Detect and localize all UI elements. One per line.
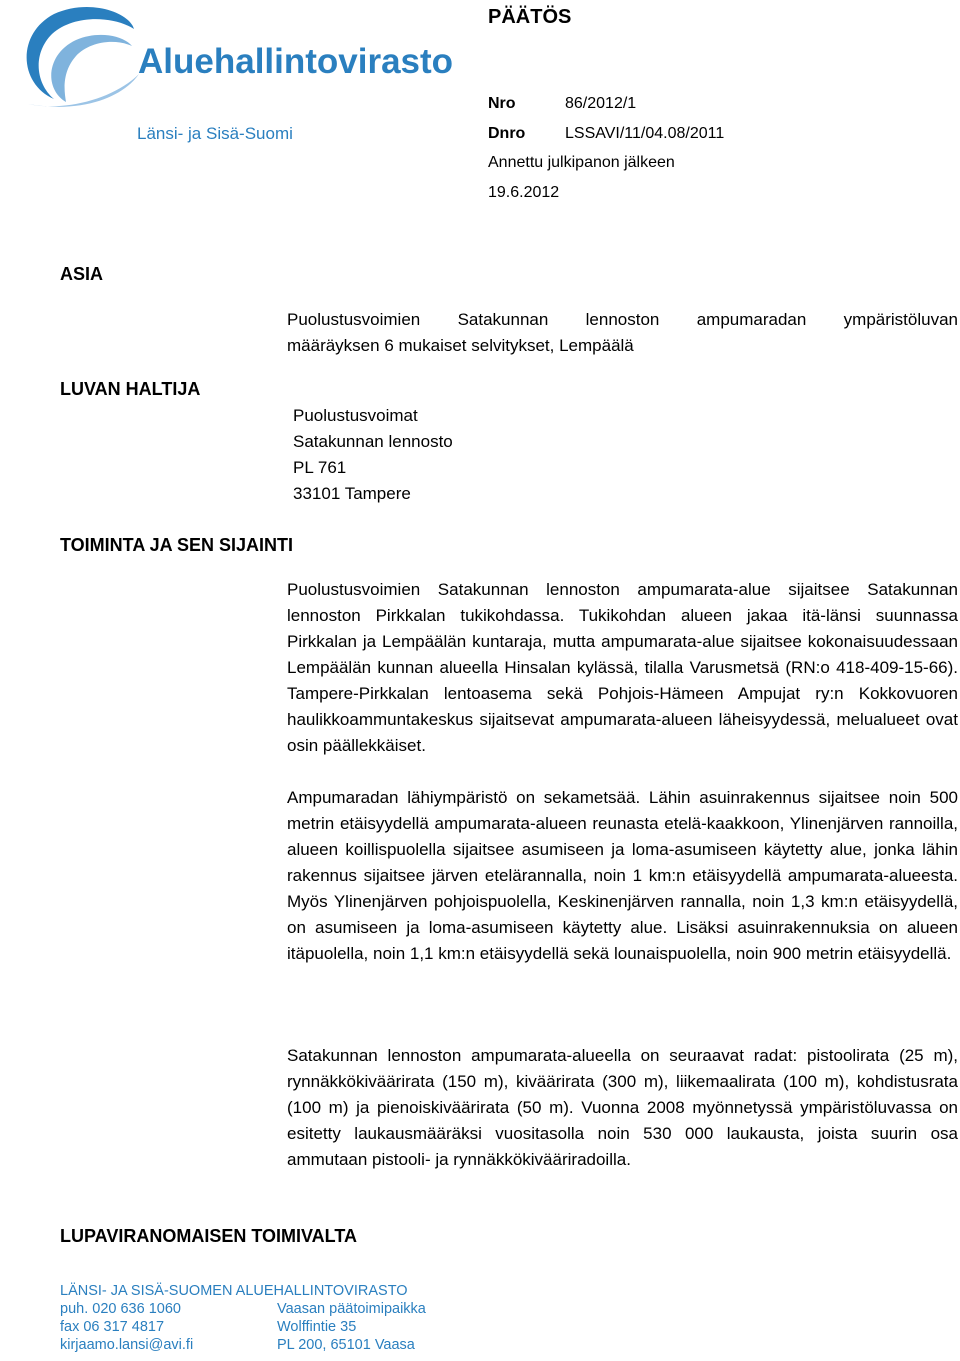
holder-line: Puolustusvoimat bbox=[293, 406, 418, 425]
toiminta-paragraph-3: Satakunnan lennoston ampumarata-alueella on seuraavat radat: pistoolirata (25 m), rynnäkkökiväärirata (150 m), kiväärirata (300 m), liikemaalirata (100 m), kohdistusrata (100 m) ja pienoiskiväärirata (50 m). Vuonna 2008 myönnetyssä ympäristöluvassa on esitetty laukausmääräksi vuositasolla noin 530 000 laukausta, joista suurin osa ammutaan pistooli- ja rynnäkkökivääriradoilla. bbox=[287, 1046, 958, 1169]
document-type: PÄÄTÖS bbox=[488, 6, 572, 28]
agency-logo bbox=[14, 4, 454, 114]
asia-heading: ASIA bbox=[60, 264, 104, 284]
logo-swoosh-icon bbox=[14, 4, 454, 114]
footer-address bbox=[277, 1300, 426, 1354]
toiminta-heading: TOIMINTA JA SEN SIJAINTI bbox=[60, 535, 294, 555]
footer-office: Vaasan päätoimipaikka bbox=[277, 1301, 426, 1317]
holder-line: PL 761 bbox=[293, 458, 347, 477]
luvan-haltija-heading: LUVAN HALTIJA bbox=[60, 379, 201, 399]
nro-label: Nro bbox=[488, 95, 516, 112]
footer-email: kirjaamo.lansi@avi.fi bbox=[60, 1337, 194, 1353]
issued-label: Annettu julkipanon jälkeen bbox=[488, 154, 675, 171]
asia-line-2: määräyksen 6 mukaiset selvitykset, Lempäälä bbox=[287, 336, 634, 355]
holder-line: 33101 Tampere bbox=[293, 484, 411, 503]
holder-address bbox=[293, 403, 453, 507]
footer-org: LÄNSI- JA SISÄ-SUOMEN ALUEHALLINTOVIRASTO bbox=[60, 1283, 408, 1299]
logo-wordmark: Aluehallintovirasto bbox=[138, 42, 454, 81]
issued-date: 19.6.2012 bbox=[488, 184, 560, 201]
footer-street: Wolffintie 35 bbox=[277, 1319, 357, 1335]
footer-fax: fax 06 317 4817 bbox=[60, 1319, 165, 1335]
footer-phone: puh. 020 636 1060 bbox=[60, 1301, 181, 1317]
footer-postal: PL 200, 65101 Vaasa bbox=[277, 1337, 415, 1353]
toiminta-paragraph-2: Ampumaradan lähiympäristö on sekametsää. Lähin asuinrakennus sijaitsee noin 500 metrin etäisyydellä ampumarata-alueen reunasta etelä-kaakkoon, Ylinenjärven rannoilla, alueen koillispuolella sijaitsee asumiseen ja loma-asumiseen käytetty alue, jonka lähin rakennus sijaitsee järven etelärannalla, noin 1 km:n etäisyydellä ampumarata-alueesta. Myös Ylinenjärven pohjoispuolella, Keskinenjärven rannalla, noin 1,3 km:n etäisyydellä, on asumiseen ja loma-asumiseen käytetty alue. Lisäksi asuinrakennuksia on alueen itäpuolella, noin 1,1 km:n etäisyydellä sekä lounaispuolella, noin 900 metrin etäisyydellä. bbox=[287, 788, 958, 963]
footer-contact bbox=[60, 1300, 193, 1354]
toiminta-paragraph-1: Puolustusvoimien Satakunnan lennoston ampumarata-alue sijaitsee Satakunnan lennoston Pirkkalan tukikohdassa. Tukikohdan alueen jakaa itä-länsi suunnassa Pirkkalan ja Lempäälän kuntaraja, mutta ampumarata-alue sijaitsee kokonaisuudessaan Lempäälän kunnan alueella Hinsalan kylässä, tilalla Varusmetsä (RN:o 418-409-15-66). Tampere-Pirkkalan lentoasema sekä Pohjois-Hämeen Ampujat ry:n Kokkovuoren haulikkoammuntakeskus sijaitsevat ampumarata-alueen läheisyydessä, melualueet ovat osin päällekkäiset. bbox=[287, 580, 958, 755]
lupaviranomainen-heading: LUPAVIRANOMAISEN TOIMIVALTA bbox=[60, 1226, 357, 1246]
holder-line: Satakunnan lennosto bbox=[293, 432, 453, 451]
nro-value: 86/2012/1 bbox=[565, 95, 637, 112]
dnro-label: Dnro bbox=[488, 125, 526, 142]
dnro-value: LSSAVI/11/04.08/2011 bbox=[565, 125, 725, 142]
asia-line-1: Puolustusvoimien Satakunnan lennoston ampumaradan ympäristöluvan bbox=[287, 310, 958, 329]
region-name: Länsi- ja Sisä-Suomi bbox=[137, 124, 293, 143]
